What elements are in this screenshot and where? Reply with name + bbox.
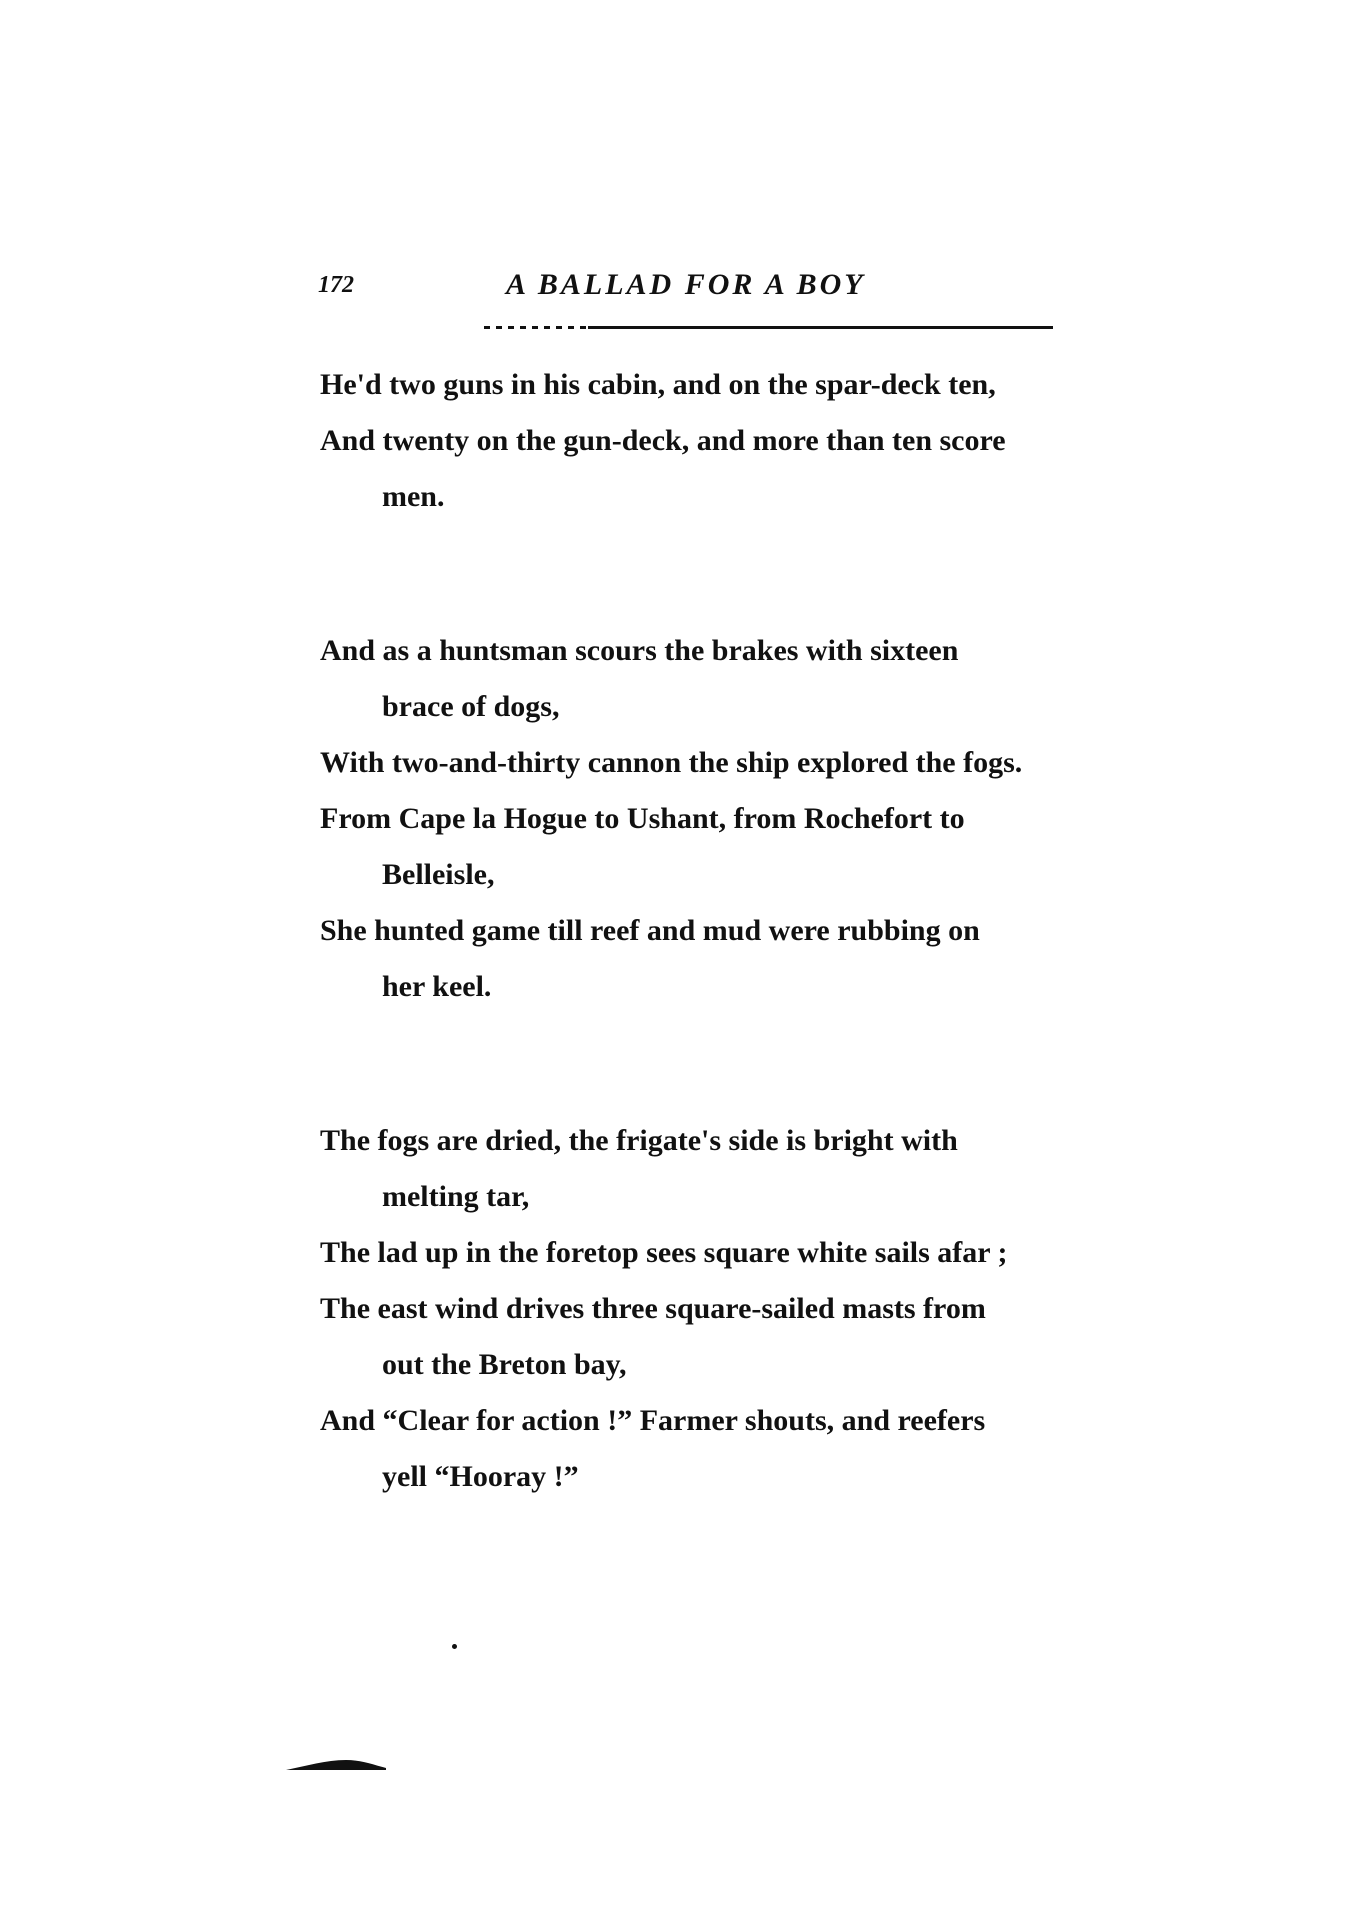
verse-line	[320, 623, 1060, 735]
verse-text: From Cape la Hogue to Ushant, from Rochefort to	[320, 802, 965, 835]
verse-text: He'd two guns in his cabin, and on the spar-deck ten,	[320, 368, 996, 401]
verse-line	[320, 413, 1060, 525]
verse-continuation: her keel.	[382, 970, 492, 1003]
verse-continuation: men.	[382, 480, 445, 513]
poem-body	[320, 357, 1060, 1505]
verse-text: And “Clear for action !” Farmer shouts, and reefers	[320, 1404, 986, 1437]
verse-line	[320, 1225, 1060, 1281]
stanza-3	[320, 1113, 1060, 1505]
ink-dot	[452, 1644, 457, 1649]
verse-text: And twenty on the gun-deck, and more than ten score	[320, 424, 1006, 457]
verse-line	[320, 791, 1060, 903]
verse-line	[320, 1393, 1060, 1505]
page-number: 172	[318, 272, 354, 298]
ink-smudge-mark	[286, 1758, 386, 1772]
verse-text: The lad up in the foretop sees square white sails afar ;	[320, 1236, 1008, 1269]
stanza-1	[320, 357, 1060, 525]
verse-text: With two-and-thirty cannon the ship explored the fogs.	[320, 746, 1023, 779]
verse-line	[320, 735, 1060, 791]
verse-text: She hunted game till reef and mud were rubbing on	[320, 914, 980, 947]
header-rule-dashes	[478, 326, 588, 329]
verse-text: And as a huntsman scours the brakes with sixteen	[320, 634, 959, 667]
verse-continuation: melting tar,	[382, 1180, 530, 1213]
verse-line	[320, 357, 1060, 413]
verse-continuation: yell “Hooray !”	[382, 1460, 579, 1493]
verse-continuation: out the Breton bay,	[382, 1348, 627, 1381]
verse-continuation: brace of dogs,	[382, 690, 560, 723]
stanza-2	[320, 623, 1060, 1015]
verse-line	[320, 1113, 1060, 1225]
verse-continuation: Belleisle,	[382, 858, 495, 891]
verse-text: The east wind drives three square-sailed masts from	[320, 1292, 986, 1325]
verse-line	[320, 903, 1060, 1015]
verse-line	[320, 1281, 1060, 1393]
running-title: A BALLAD FOR A BOY	[506, 268, 866, 301]
verse-text: The fogs are dried, the frigate's side is bright with	[320, 1124, 958, 1157]
running-head	[318, 268, 1053, 308]
